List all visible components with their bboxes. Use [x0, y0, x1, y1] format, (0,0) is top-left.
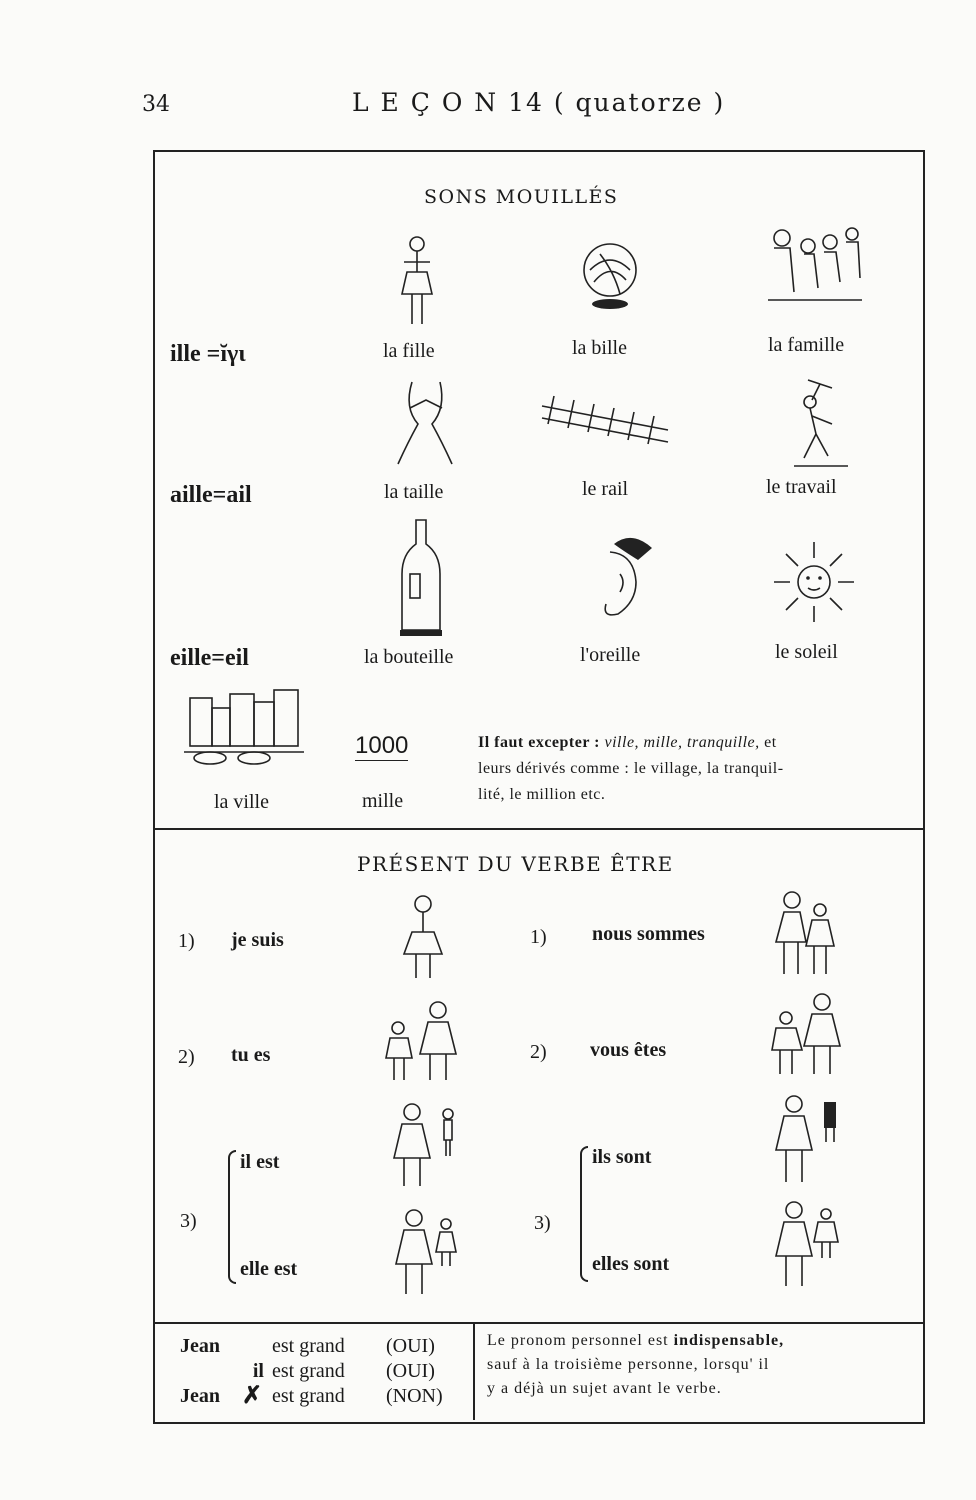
- rule-line-3: [180, 1384, 470, 1409]
- word-famille: la famille: [768, 334, 845, 356]
- ville-caption: la ville: [214, 791, 269, 813]
- tu-es: tu es: [231, 1044, 271, 1066]
- note-lead: Il faut excepter :: [478, 734, 600, 751]
- bracket-left: [228, 1150, 236, 1284]
- rule-text-b: indispensable,: [673, 1332, 785, 1349]
- rule-text-a: Le pronom personnel est: [487, 1332, 669, 1349]
- section-divider: [153, 828, 923, 830]
- rule-examples: [180, 1334, 470, 1409]
- third-right-number: 3): [534, 1212, 551, 1234]
- note-et: et: [764, 734, 777, 751]
- word-fille: la fille: [383, 340, 435, 362]
- family-illustration: [764, 222, 866, 310]
- girls-figure-nous: [770, 888, 840, 978]
- word-soleil: le soleil: [775, 641, 838, 663]
- note-line-3: lité, le million etc.: [478, 786, 606, 803]
- mille-caption: mille: [362, 790, 404, 812]
- rule-subject: Jean: [180, 1385, 220, 1407]
- rule-text: [487, 1329, 907, 1401]
- elle-est: elle est: [240, 1258, 298, 1280]
- rule-verb: est grand: [272, 1360, 345, 1382]
- rail-illustration: [538, 384, 672, 454]
- bottle-illustration: [396, 514, 446, 638]
- word-bouteille: la bouteille: [364, 646, 454, 668]
- girl-illustration: [392, 232, 442, 328]
- rule-subject: Jean: [180, 1335, 220, 1357]
- word-travail: le travail: [766, 476, 837, 498]
- sun-illustration: [768, 536, 860, 628]
- word-rail: le rail: [582, 478, 629, 500]
- bracket-right: [580, 1146, 588, 1282]
- present-title: PRÉSENT DU VERBE ÊTRE: [357, 852, 674, 876]
- rule-column-divider: [473, 1322, 475, 1420]
- mille-number: 1000: [355, 732, 409, 759]
- note-words: ville, mille, tranquille,: [604, 734, 760, 751]
- rule-line-1: [180, 1334, 470, 1359]
- je-suis: je suis: [231, 929, 284, 951]
- rule-answer: (OUI): [386, 1360, 435, 1382]
- exception-note: [478, 730, 903, 808]
- girl-boy-figure-il: [392, 1100, 462, 1190]
- word-oreille: l'oreille: [580, 644, 641, 666]
- row-label-ille: ille =ĭγι: [170, 341, 246, 367]
- nous-number: 1): [530, 926, 547, 948]
- girls-figure-elles: [774, 1198, 844, 1290]
- rule-line-2: [180, 1359, 470, 1384]
- row-label-eille: eille=eil: [170, 645, 249, 671]
- note-line-2: leurs dérivés comme : le village, la tranquil-: [478, 760, 784, 777]
- rule-divider: [153, 1322, 923, 1324]
- girl-figure-je: [400, 892, 446, 982]
- word-taille: la taille: [384, 481, 444, 503]
- rule-subject: il: [252, 1360, 264, 1382]
- waist-illustration: [384, 378, 464, 470]
- page-number: 34: [142, 92, 170, 117]
- worker-illustration: [784, 374, 854, 470]
- rule-answer: (OUI): [386, 1335, 435, 1357]
- girls-figure-elle: [394, 1206, 460, 1298]
- vous-number: 2): [530, 1041, 547, 1063]
- elles-sont: elles sont: [592, 1253, 670, 1275]
- row-label-aille: aille=ail: [170, 482, 252, 508]
- rule-verb: est grand: [272, 1385, 345, 1407]
- sons-title: SONS MOUILLÉS: [424, 186, 619, 208]
- girls-figure-tu: [382, 998, 462, 1084]
- rule-text-line-1: [487, 1329, 907, 1353]
- page-title: L E Ç O N 14 ( quatorze ): [352, 88, 726, 117]
- je-number: 1): [178, 930, 195, 952]
- nous-sommes: nous sommes: [592, 923, 705, 945]
- tu-number: 2): [178, 1046, 195, 1068]
- city-illustration: [184, 688, 304, 772]
- marble-illustration: [580, 240, 640, 316]
- note-line-1: [478, 730, 903, 756]
- rule-text-line-3: y a déjà un sujet avant le verbe.: [487, 1380, 722, 1397]
- word-bille: la bille: [572, 337, 627, 359]
- rule-verb: est grand: [272, 1335, 345, 1357]
- rule-cross: ✗: [242, 1383, 263, 1409]
- third-left-number: 3): [180, 1210, 197, 1232]
- ear-illustration: [592, 530, 656, 620]
- girl-boys-figure-ils: [774, 1092, 844, 1186]
- vous-etes: vous êtes: [590, 1039, 667, 1061]
- il-est: il est: [240, 1151, 280, 1173]
- ils-sont: ils sont: [592, 1146, 652, 1168]
- girls-figure-vous: [770, 992, 842, 1078]
- rule-answer: (NON): [386, 1385, 443, 1407]
- rule-text-line-2: sauf à la troisième personne, lorsqu' il: [487, 1356, 770, 1373]
